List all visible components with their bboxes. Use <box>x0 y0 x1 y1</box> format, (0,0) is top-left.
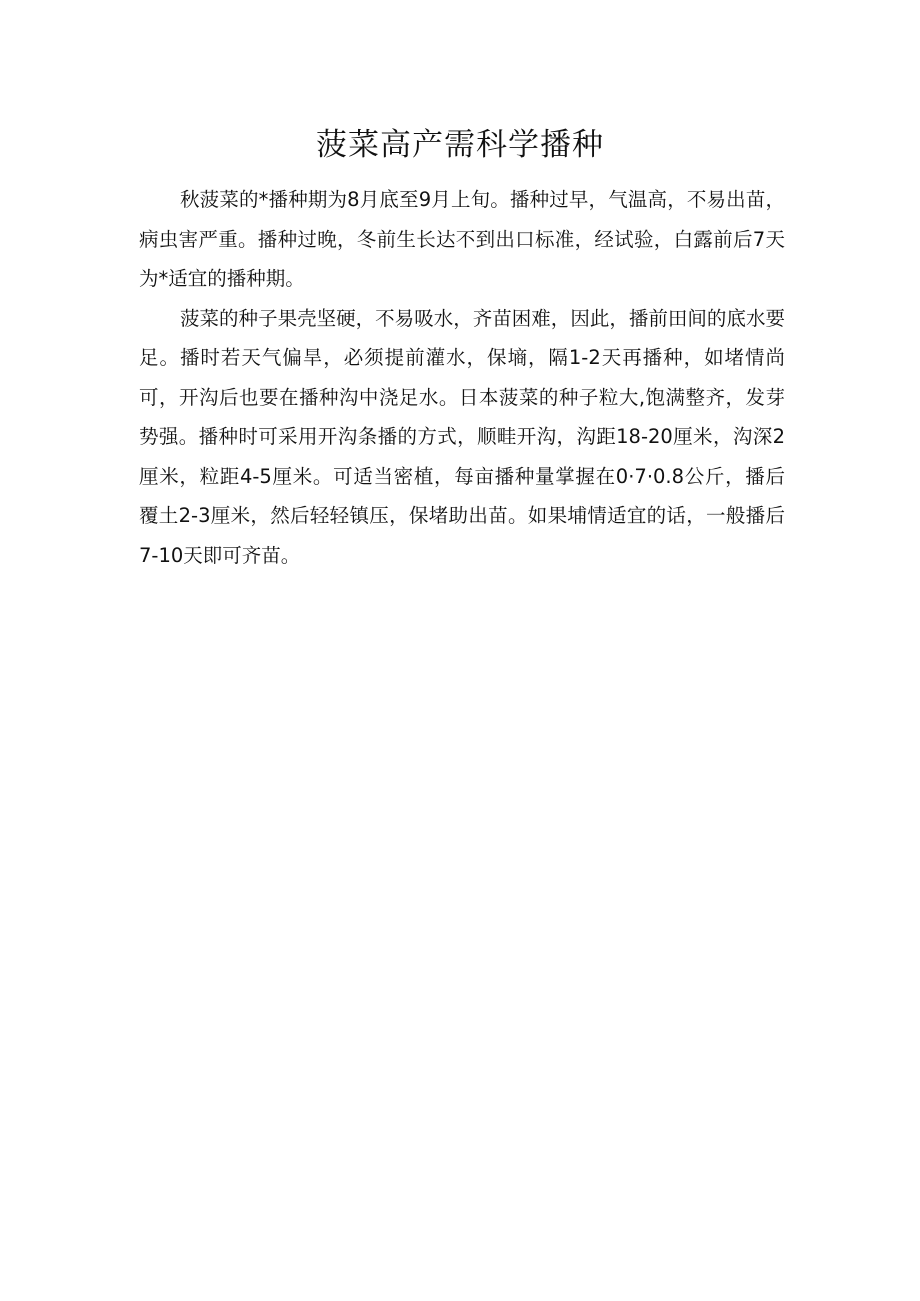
paragraph-sowing-method: 菠菜的种子果壳坚硬，不易吸水，齐苗困难，因此，播前田间的底水要足。播时若天气偏旱，必须提前灌水，保墒，隔1-2天再播种，如堵情尚可，开沟后也要在播种沟中浇足水。日本菠菜的种子粒大,饱满整齐，发芽势强。播种时可采用开沟条播的方式，顺畦开沟，沟距18-20厘米，沟深2厘米，粒距4-5厘米。可适当密植，每亩播种量掌握在0·7·0.8公斤，播后覆土2-3厘米，然后轻轻镇压，保堵助出苗。如果埔情适宜的话，一般播后7-10天即可齐苗。 <box>139 306 785 567</box>
paragraph-sowing-period: 秋菠菜的*播种期为8月底至9月上旬。播种过早，气温高，不易出苗，病虫害严重。播种过晚，冬前生长达不到出口标准，经试验，白露前后7天为*适宜的播种期。 <box>139 188 785 290</box>
document-body <box>139 180 785 575</box>
document-title: 菠菜高产需科学播种 <box>316 127 604 163</box>
